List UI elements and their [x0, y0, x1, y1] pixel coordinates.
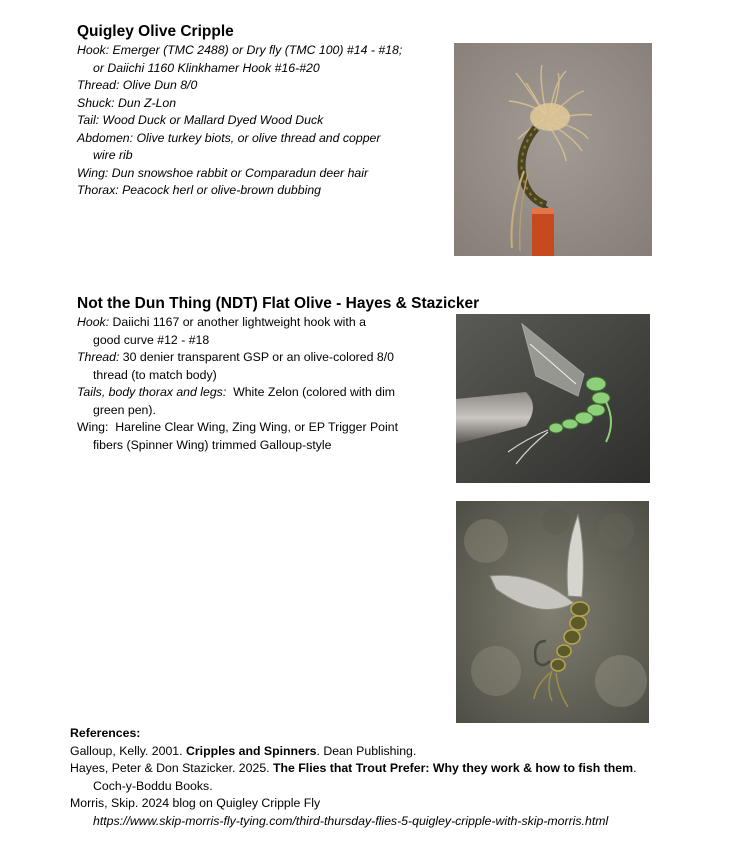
recipe-text: 30 denier transparent GSP or an olive-colored 8/0: [119, 350, 394, 364]
recipe-line: Thorax: Peacock herl or olive-brown dubbing: [77, 183, 322, 197]
recipe-label: Tails, body thorax and legs:: [77, 385, 227, 399]
reference-morris-url[interactable]: https://www.skip-morris-fly-tying.com/third-thursday-flies-5-quigley-cripple-with-skip-morris.html: [93, 813, 609, 828]
recipe-line: [77, 367, 398, 385]
reference-morris: Morris, Skip. 2024 blog on Quigley Cripple Fly: [70, 796, 321, 810]
recipe-line: [77, 402, 398, 420]
recipe-line: [77, 332, 398, 350]
recipe-line: Shuck: Dun Z-Lon: [77, 95, 177, 110]
recipe-line: Wing: Dun snowshoe rabbit or Comparadun deer hair: [77, 165, 369, 180]
recipe-line: Abdomen: Olive turkey biots, or olive thread and copper: [77, 130, 381, 145]
references-section: [70, 725, 637, 830]
recipe-line: Hook: Emerger (TMC 2488) or Dry fly (TMC 100) #14 - #18;: [77, 43, 403, 57]
ndt-flat-olive-photo: [456, 314, 650, 483]
recipe-line: Thread: Olive Dun 8/0: [77, 78, 198, 92]
section1-title: Quigley Olive Cripple: [77, 23, 234, 40]
reference-hayes-publisher: Coch-y-Boddu Books.: [93, 778, 213, 793]
recipe-text: Daiichi 1167 or another lightweight hook with a: [109, 315, 366, 329]
section2-title: Not the Dun Thing (NDT) Flat Olive - Hayes & Stazicker: [77, 295, 480, 312]
recipe-label: Hook:: [77, 315, 110, 329]
recipe-line: [77, 349, 398, 367]
recipe-text: White Zelon (colored with dim: [226, 385, 396, 399]
recipe-text: thread (to match body): [93, 367, 217, 382]
quigley-olive-cripple-photo: [454, 43, 652, 256]
recipe-text: green pen).: [93, 402, 156, 417]
olive-cripple-closeup-photo: [456, 501, 649, 723]
recipe-text: good curve #12 - #18: [93, 332, 210, 347]
recipe-line: [77, 314, 398, 332]
recipe-line: [77, 419, 398, 437]
recipe-text: Wing: Hareline Clear Wing, Zing Wing, or EP Trigger Point: [77, 420, 398, 434]
recipe-text: fibers (Spinner Wing) trimmed Galloup-style: [93, 437, 332, 452]
recipe-line: [77, 384, 398, 402]
section1-recipe: [77, 42, 402, 200]
section2-recipe: [77, 314, 398, 454]
recipe-line: [77, 437, 398, 455]
references-heading: References:: [70, 726, 141, 740]
recipe-label: Thread:: [77, 350, 120, 364]
reference-galloup: Galloup, Kelly. 2001. Cripples and Spinners. Dean Publishing.: [70, 743, 417, 758]
recipe-line: or Daiichi 1160 Klinkhamer Hook #16-#20: [93, 60, 320, 75]
reference-hayes: Hayes, Peter & Don Stazicker. 2025. The Flies that Trout Prefer: Why they work & how to fish them.: [70, 761, 637, 775]
recipe-line: wire rib: [93, 148, 133, 162]
recipe-line: Tail: Wood Duck or Mallard Dyed Wood Duck: [77, 113, 324, 127]
